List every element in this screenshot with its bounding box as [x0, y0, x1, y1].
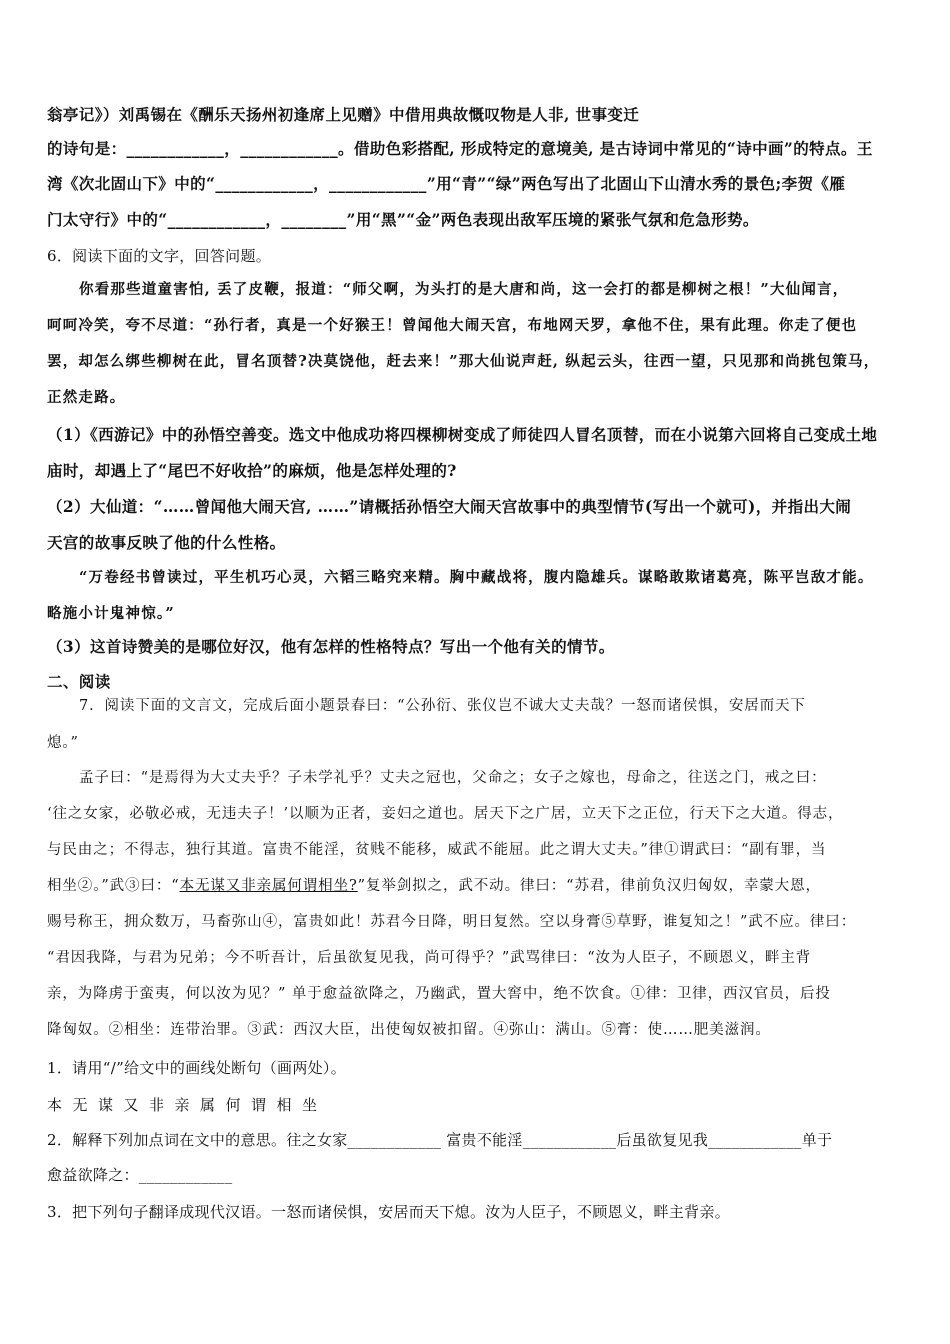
sub-question: （2）大仙道：“……曾闻他大闹天宫, ……”请概括孙悟空大闹天宫故事中的典型情节(写出一个就可)，并指出大闹	[47, 497, 852, 516]
text-line: 门太守行》中的“____________，________”用“黑”“金”两色表现出敌军压境的紧张气氛和危急形势。	[47, 210, 759, 229]
sub-question: 1．请用“/”给文中的画线处断句（画两处）。	[47, 1059, 347, 1077]
question-heading: 7．阅读下面的文言文，完成后面小题景春曰：“公孙衍、张仪岂不诚大丈夫哉？一怒而诸侯惧，安居而天下	[79, 698, 806, 714]
poem-line: 略施小计鬼神惊。”	[47, 605, 175, 622]
sub-question: （3）这首诗赞美的是哪位好汉，他有怎样的性格特点？写出一个他有关的情节。	[47, 637, 615, 656]
passage-line: 罢，却怎么绑些柳树在此，冒名顶替?决莫饶他，赶去来！”那大仙说声赶, 纵起云头，往西一望，只见那和尚挑包策马，	[47, 353, 880, 370]
sub-question: （1）《西游记》中的孙悟空善变。选文中他成功将四棵柳树变成了师徒四人冒名顶替，而在小说第六回将自己变成土地	[47, 425, 878, 444]
classical-line: 赐号称王，拥众数万，马畜弥山④，富贵如此！苏君今日降，明日复然。空以身膏⑤草野，谁复知之！”武不应。律曰：	[47, 914, 857, 930]
text-line: 翁亭记》）刘禹锡在《酬乐天扬州初逢席上见赠》中借用典故慨叹物是人非, 世事变迁	[47, 105, 640, 124]
classical-line: ‘往之女家，必敬必戒，无违夫子！’以顺为正者，妾妇之道也。居天下之广居，立天下之正位，行天下之大道。得志，	[47, 806, 844, 822]
passage-line: 正然走路。	[47, 389, 126, 406]
question-heading: 6．阅读下面的文字，回答问题。	[47, 247, 272, 265]
classical-line: 与民由之；不得志，独行其道。富贵不能淫，贫贱不能移，威武不能屈。此之谓大丈夫。”律①谓武曰：“副有罪，当	[47, 842, 827, 858]
sub-question: 2．解释下列加点词在文中的意思。往之女家____________ 富贵不能淫____________后虽欲复见我____________单于	[47, 1131, 833, 1149]
passage-line: 你看那些道童害怕, 丢了皮鞭，报道：“师父啊，为头打的是大唐和尚，这一会打的都是柳树之根！”大仙闻言，	[79, 281, 849, 298]
poem-line: “万卷经书曾读过，平生机巧心灵，六韬三略究来精。胸中藏战将，腹内隐雄兵。谋略敢欺诸葛亮，陈平岂敌才能。	[79, 569, 874, 586]
text-line: 的诗句是：____________，____________。借助色彩搭配, 形成特定的意境美, 是古诗词中常见的“诗中画”的特点。王	[47, 139, 873, 158]
text-line: 湾《次北固山下》中的“____________，____________”用“青”“绿”两色写出了北固山下山清水秀的景色;李贺《雁	[47, 174, 846, 193]
classical-line: “君因我降，与君为兄弟；今不听吾计，后虽欲复见我，尚可得乎？”武骂律曰：“汝为人臣子，不顾恩义，畔主背	[47, 950, 812, 966]
classical-line: 熄。”	[47, 735, 79, 751]
underlined-sentence: 本无谋又非亲属何谓相坐?	[179, 878, 358, 894]
classical-line	[0, 874, 950, 895]
passage-line: 呵呵冷笑，夸不尽道：“孙行者，真是一个好猴王！曾闻他大闹天宫，布地网天罗，拿他不住，果有此理。你走了便也	[47, 317, 858, 334]
sub-question: 天宫的故事反映了他的什么性格。	[47, 533, 286, 552]
sub-question: 3．把下列句子翻译成现代汉语。一怒而诸侯惧，安居而天下熄。汝为人臣子，不顾恩义，畔主背亲。	[47, 1203, 731, 1221]
line-start: 相坐②。”武③曰：“	[47, 878, 180, 894]
classical-line: 孟子曰：“是焉得为大丈夫乎？子未学礼乎？丈夫之冠也，父命之；女子之嫁也，母命之，往送之门，戒之曰：	[79, 770, 827, 786]
classical-line: 亲，为降虏于蛮夷，何以汝为见？” 单于愈益欲降之，乃幽武，置大窖中，绝不饮食。①律：卫律，西汉官员，后投	[47, 986, 831, 1002]
sub-question: 庙时，却遇上了“尾巴不好收拾”的麻烦，他是怎样处理的?	[47, 461, 457, 480]
sentence-to-punctuate: 本无谋又非亲属何谓相坐	[47, 1096, 328, 1114]
classical-line: 降匈奴。②相坐：连带治罪。③武：西汉大臣，出使匈奴被扣留。④弥山：满山。⑤膏：使……肥美滋润。	[47, 1022, 771, 1038]
line-end: ”复举剑拟之，武不动。律曰：“苏君，律前负汉归匈奴，幸蒙大恩，	[357, 878, 821, 894]
sub-question: 愈益欲降之：____________	[47, 1166, 233, 1184]
section-heading: 二、阅读	[47, 672, 111, 691]
